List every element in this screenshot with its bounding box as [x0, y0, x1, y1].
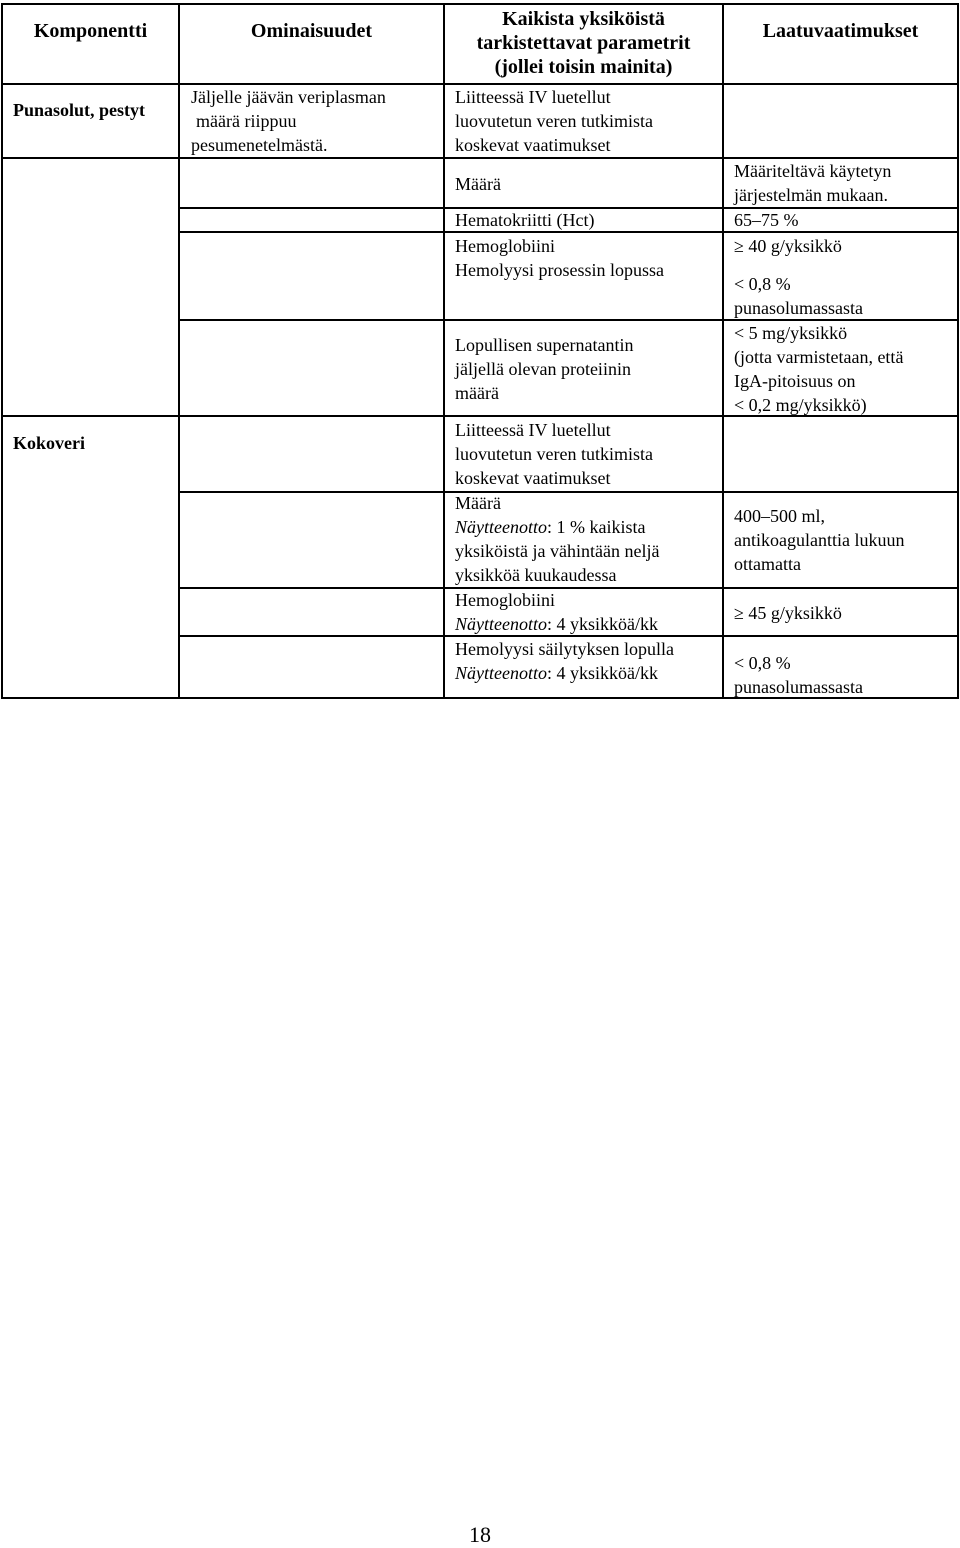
quality-hemolyysi-punasolut: < 0,8 % punasolumassasta [734, 274, 863, 318]
table-border-left [1, 3, 3, 699]
geq-symbol: ≥ [734, 236, 744, 256]
column-divider [722, 3, 724, 699]
param-hemoglobiini-kokoveri: Hemoglobiini Näytteenotto: 4 yksikköä/kk [455, 590, 658, 634]
geq-symbol: ≥ [734, 603, 744, 623]
table-border-right [957, 3, 959, 699]
param-hematokriitti: Hematokriitti (Hct) [455, 210, 595, 230]
header-parameters: Kaikista yksiköistä tarkistettavat parametrit (jollei toisin mainita) [476, 8, 691, 78]
quality-supernatant-protein: < 5 mg/yksikkö (jotta varmistetaan, että IgA-pitoisuus on < 0,2 mg/yksikkö) [734, 323, 904, 415]
quality-hemoglobiini-punasolut: ≥ 40 g/yksikkö [734, 236, 842, 256]
param-maara-kokoveri: Määrä Näytteenotto: 1 % kaikista yksiköistä ja vähintään neljä yksikköä kuukaudessa [455, 493, 660, 585]
param-annex-punasolut: Liitteessä IV luetellut luovutetun veren tutkimista koskevat vaatimukset [455, 87, 653, 155]
quality-hemolyysi-kokoveri: < 0,8 % punasolumassasta [734, 653, 863, 697]
properties-punasolut: Jäljelle jäävän veriplasman määrä riippuu pesumenetelmästä. [191, 87, 386, 155]
param-supernatant-protein: Lopullisen supernatantin jäljellä olevan proteiinin määrä [455, 335, 634, 403]
quality-hematokriitti: 65–75 % [734, 210, 799, 230]
column-divider [443, 3, 445, 699]
param-annex-kokoveri: Liitteessä IV luetellut luovutetun veren tutkimista koskevat vaatimukset [455, 420, 653, 488]
header-quality: Laatuvaatimukset [762, 20, 919, 42]
component-kokoveri: Kokoveri [13, 433, 85, 453]
param-hemoglobiini-punasolut: Hemoglobiini [455, 236, 555, 256]
header-properties: Ominaisuudet [250, 20, 373, 42]
component-punasolut: Punasolut, pestyt [13, 100, 146, 120]
page-number: 18 [469, 1522, 491, 1547]
param-hemolyysi-punasolut: Hemolyysi prosessin lopussa [455, 260, 664, 280]
column-divider [178, 3, 180, 699]
param-hemolyysi-kokoveri: Hemolyysi säilytyksen lopulla Näytteenotto: 4 yksikköä/kk [455, 639, 674, 683]
param-maara-punasolut: Määrä [455, 174, 501, 194]
header-component: Komponentti [33, 20, 148, 42]
quality-hemoglobiini-kokoveri: ≥ 45 g/yksikkö [734, 603, 842, 623]
quality-maara-kokoveri: 400–500 ml, antikoagulanttia lukuun ottamatta [734, 506, 905, 574]
table-border-top [1, 3, 959, 5]
quality-maara-punasolut: Määriteltävä käytetyn järjestelmän mukaan. [734, 161, 892, 205]
